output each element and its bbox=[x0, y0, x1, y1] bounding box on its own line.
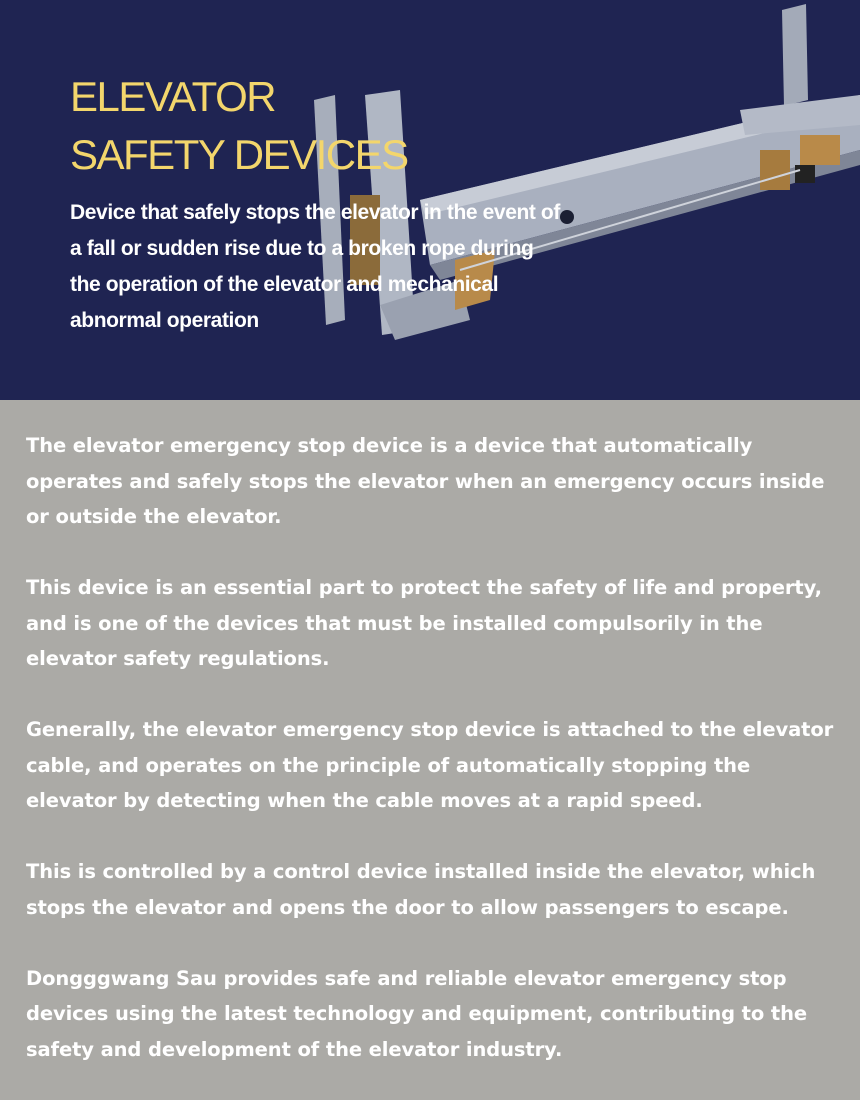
title-line-2: SAFETY DEVICES bbox=[70, 131, 408, 178]
content-section bbox=[0, 400, 860, 1100]
hero-banner bbox=[0, 0, 860, 400]
paragraph: Dongggwang Sau provides safe and reliable elevator emergency stop devices using the latest technology and equipment, contributing to the safety and development of the elevator industry. bbox=[26, 966, 808, 1061]
hero-description: Device that safely stops the elevator in the event of a fall or sudden rise due to a broken rope during the operation of the elevator and mechanical abnormal operation bbox=[70, 201, 560, 332]
paragraph: The elevator emergency stop device is a device that automatically operates and safely stops the elevator when an emergency occurs inside or outside the elevator. bbox=[26, 434, 825, 528]
page-title bbox=[70, 68, 408, 184]
paragraph: Generally, the elevator emergency stop device is attached to the elevator cable, and operates on the principle of automatically stopping the elevator by detecting when the cable moves at a rapid speed. bbox=[26, 718, 834, 812]
paragraph: This is controlled by a control device installed inside the elevator, which stops the elevator and opens the door to allow passengers to escape. bbox=[26, 860, 816, 919]
title-line-1: ELEVATOR bbox=[70, 73, 276, 120]
paragraph: This device is an essential part to protect the safety of life and property, and is one of the devices that must be installed compulsorily in the elevator safety regulations. bbox=[26, 576, 822, 670]
